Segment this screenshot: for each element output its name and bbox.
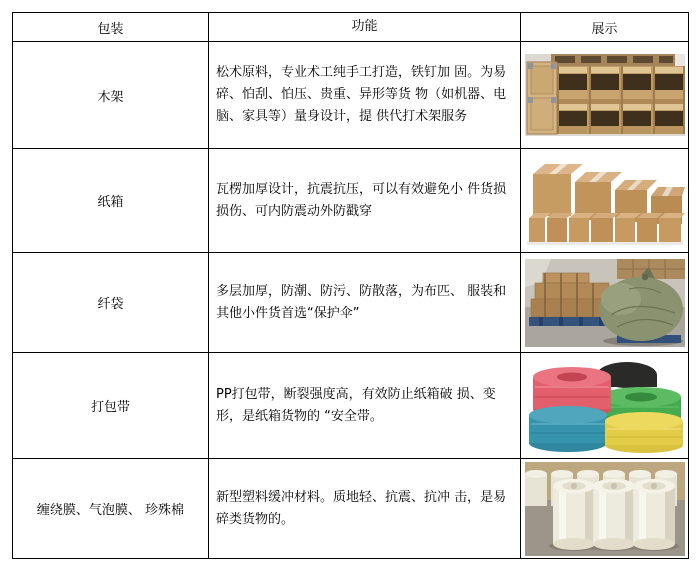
- photo-cell: [521, 42, 689, 149]
- table-row: [13, 353, 689, 459]
- cardboard-boxes-photo: [525, 154, 685, 247]
- function-cell: 新型塑料缓冲材料。质地轻、抗震、抗冲 击，是易碎类货物的。: [209, 459, 521, 559]
- header-function: 功能: [209, 13, 521, 42]
- packaging-table: [12, 12, 689, 559]
- function-cell: PP打包带，断裂强度高，有效防止纸箱破 损、变形，是纸箱货物的 “安全带。: [209, 353, 521, 459]
- function-cell: 多层加厚，防潮、防污、防散落，为布匹、 服装和其他小件货首选“保护伞”: [209, 253, 521, 353]
- packaging-cell: 木架: [13, 42, 209, 149]
- film-rolls-front-row: [553, 479, 675, 550]
- header-packaging: 包装: [13, 13, 209, 42]
- header-display: 展示: [521, 13, 689, 42]
- photo-cell: [521, 353, 689, 459]
- photo-cell: [521, 253, 689, 353]
- packaging-cell: 缠绕膜、气泡膜、 珍殊棉: [13, 459, 209, 559]
- function-cell: 松术原料，专业术工纯手工打造，铁钉加 固。为易碎、怕刮、怕压、贵重、异形等货 物（如机器、电脑、家具等）量身设计，提 供代打术架服务: [209, 42, 521, 149]
- green-woven-bags-photo: [525, 259, 685, 347]
- photo-cell: [521, 149, 689, 253]
- table-row: [13, 149, 689, 253]
- table-row: [13, 42, 689, 149]
- table-row: [13, 459, 689, 559]
- colored-pp-strap-rolls-photo: [525, 359, 685, 453]
- function-cell: 瓦楞加厚设计，抗震抗压，可以有效避免小 件货损损伤、可内防震动外防戳穿: [209, 149, 521, 253]
- header-row: [13, 13, 689, 42]
- stacked-wooden-crates-photo: [525, 54, 685, 136]
- stretch-film-rolls-photo: [525, 462, 685, 556]
- packaging-cell: 纤袋: [13, 253, 209, 353]
- photo-cell: [521, 459, 689, 559]
- packaging-cell: 打包带: [13, 353, 209, 459]
- table-row: [13, 253, 689, 353]
- packaging-cell: 纸箱: [13, 149, 209, 253]
